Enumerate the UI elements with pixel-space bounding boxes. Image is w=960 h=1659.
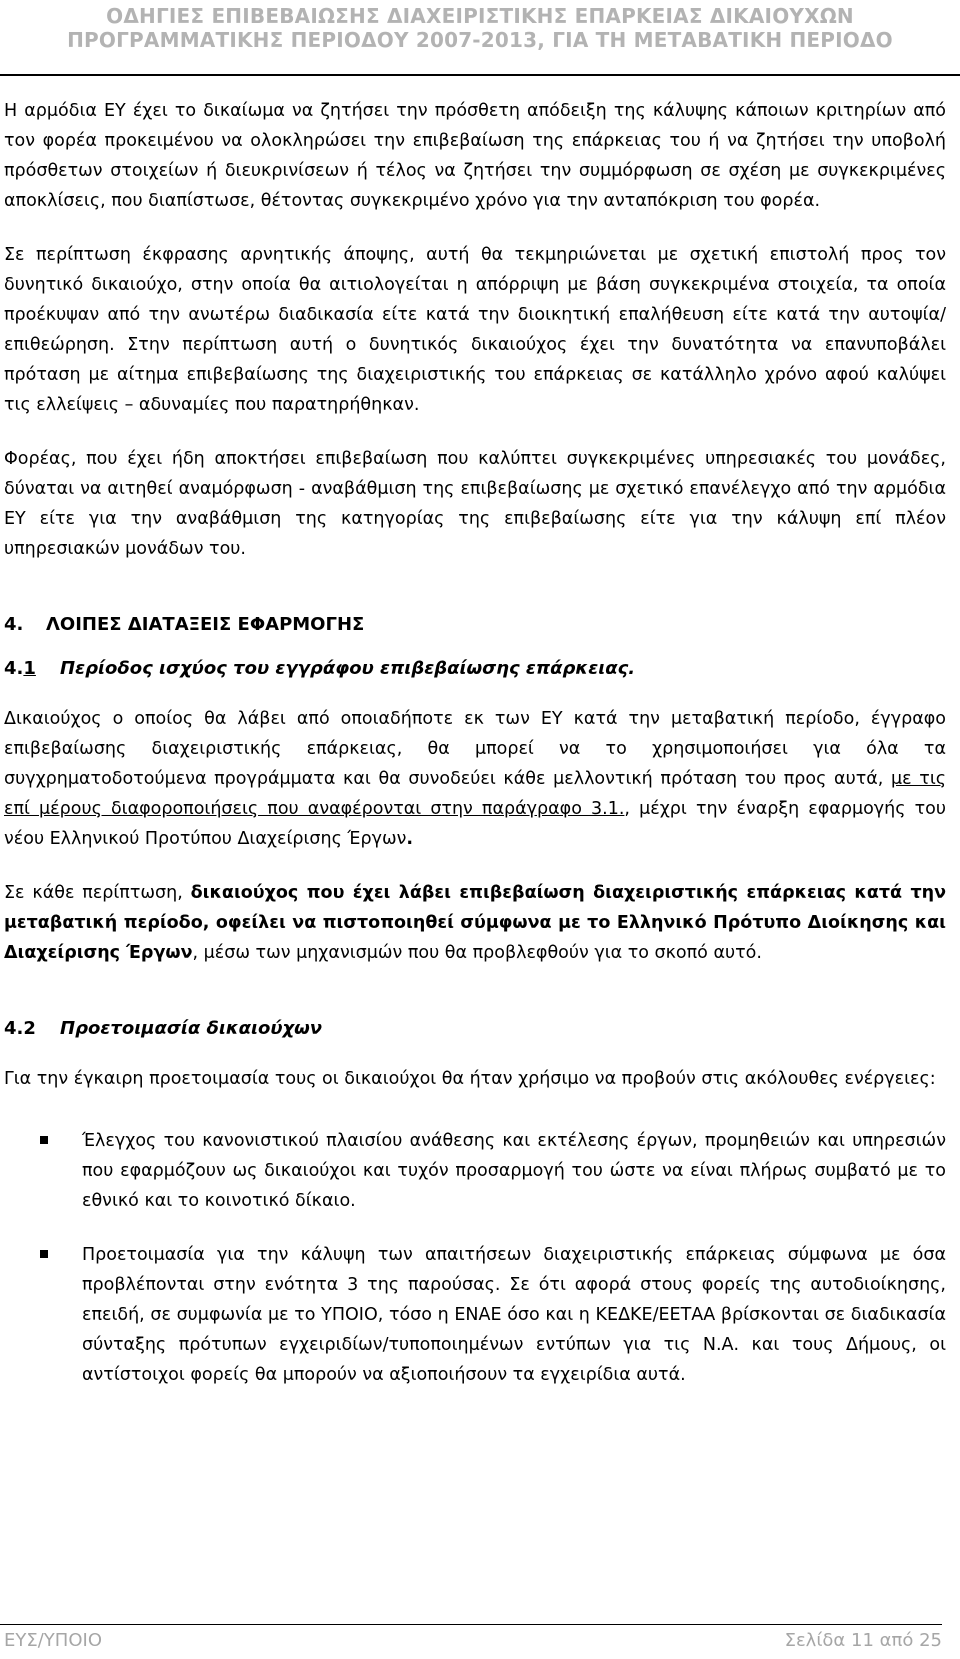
square-bullet-icon	[40, 1136, 48, 1144]
section-4-heading	[4, 610, 946, 640]
header-divider	[0, 74, 960, 76]
paragraph-upgrade-request: Φορέας, που έχει ήδη αποκτήσει επιβεβαίωση που καλύπτει συγκεκριμένες υπηρεσιακές του μονάδες, δύναται να αιτηθεί αναμόρφωση - αναβάθμιση της επιβεβαίωσης με σχετικό επανέλεγχο από την αρμόδια ΕΥ είτε για την αναβάθμιση της κατηγορίας της επιβεβαίωσης είτε για την κάλυψη επί πλέον υπηρεσιακών μονάδων του.	[4, 449, 946, 559]
paragraph-preparation-intro: Για την έγκαιρη προετοιμασία τους οι δικαιούχοι θα ήταν χρήσιμο να προβούν στις ακόλουθες ενέργειες:	[4, 1069, 936, 1089]
section-4-2-title: Προετοιμασία δικαιούχων	[60, 1018, 323, 1039]
footer-page-number: Σελίδα 11 από 25	[784, 1630, 942, 1651]
paragraph-certification-obligation: Σε κάθε περίπτωση, δικαιούχος που έχει λάβει επιβεβαίωση διαχειριστικής επάρκειας κατά την μεταβατική περίοδο, οφείλει να πιστοποιηθεί σύμφωνα με το Ελληνικό Πρότυπο Διοίκησης και Διαχείρισης Έργων, μέσω των μηχανισμών που θα προβλεφθούν για το σκοπό αυτό.	[4, 883, 946, 963]
footer-divider	[0, 1624, 942, 1625]
square-bullet-icon	[40, 1250, 48, 1258]
paragraph-additional-proof: Η αρμόδια ΕΥ έχει το δικαίωμα να ζητήσει την πρόσθετη απόδειξη της κάλυψης κάποιων κριτηρίων από τον φορέα προκειμένου να ολοκληρώσει την επιβεβαίωση της επάρκειας του ή να ζητήσει την υποβολή πρόσθετων στοιχείων ή διευκρινίσεων ή τέλος να ζητήσει την συμμόρφωση σε σχέση με συγκεκριμένες αποκλίσεις, που διαπίστωσε, θέτοντας συγκεκριμένο χρόνο για την ανταπόκριση του φορέα.	[4, 101, 946, 211]
paragraph-validity-period: Δικαιούχος ο οποίος θα λάβει από οποιαδήποτε εκ των ΕΥ κατά την μεταβατική περίοδο, έγγραφο επιβεβαίωσης διαχειριστικής επάρκειας, θα μπορεί να το χρησιμοποιήσει για όλα τα συγχρηματοδοτούμενα προγράμματα και θα συνοδεύει κάθε μελλοντική πρόταση του προς αυτά, με τις επί μέρους διαφοροποιήσεις που αναφέρονται στην παράγραφο 3.1., μέχρι την έναρξη εφαρμογής του νέου Ελληνικού Προτύπου Διαχείρισης Έργων.	[4, 709, 947, 849]
section-4-title: ΛΟΙΠΕΣ ΔΙΑΤΑΞΕΙΣ ΕΦΑΡΜΟΓΗΣ	[46, 614, 365, 635]
list-item: Προετοιμασία για την κάλυψη των απαιτήσεων διαχειριστικής επάρκειας σύμφωνα με όσα προβλέπονται στην ενότητα 3 της παρούσας. Σε ότι αφορά στους φορείς της αυτοδιοίκησης, επειδή, σε συμφωνία με το ΥΠΟΙΟ, τόσο η ΕΝΑΕ όσο και η ΚΕΔΚΕ/ΕΕΤΑΑ βρίσκονται σε διαδικασία σύνταξης πρότυπων εγχειριδίων/τυποποιημένων εντύπων για τις Ν.Α. και τους Δήμους, οι αντίστοιχοι φορείς θα μπορούν να αξιοποιήσουν τα εγχειρίδια αυτά.	[4, 1240, 946, 1390]
document-body	[4, 96, 946, 1390]
footer-organization: ΕΥΣ/ΥΠΟΙΟ	[4, 1630, 102, 1651]
section-4-2-number: 4.2	[4, 1018, 36, 1039]
bold-obligation-text: δικαιούχος που έχει λάβει επιβεβαίωση διαχειριστικής επάρκειας κατά την μεταβατική περίοδο, οφείλει να πιστοποιηθεί σύμφωνα με το Ελληνικό Πρότυπο Διοίκησης και Διαχείρισης Έργων	[4, 883, 946, 963]
header-line-1: ΟΔΗΓΙΕΣ ΕΠΙΒΕΒΑΙΩΣΗΣ ΔΙΑΧΕΙΡΙΣΤΙΚΗΣ ΕΠΑΡΚΕΙΑΣ ΔΙΚΑΙΟΥΧΩΝ	[106, 4, 854, 28]
preparation-actions-list	[4, 1126, 946, 1390]
underlined-reference: με τις επί μέρους διαφοροποιήσεις που αναφέρονται στην παράγραφο 3.1.	[4, 769, 947, 819]
paragraph-negative-opinion: Σε περίπτωση έκφρασης αρνητικής άποψης, αυτή θα τεκμηριώνεται με σχετική επιστολή προς τον δυνητικό δικαιούχο, στην οποία θα αιτιολογείται η απόρριψη με βάση συγκεκριμένα στοιχεία, τα οποία προέκυψαν από την ανωτέρω διαδικασία είτε κατά την διοικητική επαλήθευση είτε κατά την αυτοψία/ επιθεώρηση. Στην περίπτωση αυτή ο δυνητικός δικαιούχος έχει την δυνατότητα να επανυποβάλει πρόταση με αίτημα επιβεβαίωσης της διαχειριστικής του επάρκειας σε κατάλληλο χρόνο αφού καλύψει τις ελλείψεις – αδυναμίες που παρατηρήθηκαν.	[4, 245, 946, 415]
list-item: Έλεγχος του κανονιστικού πλαισίου ανάθεσης και εκτέλεσης έργων, προμηθειών και υπηρεσιών που εφαρμόζουν ως δικαιούχοι και τυχόν προσαρμογή του ώστε να είναι πλήρως συμβατό με το εθνικό και το κοινοτικό δίκαιο.	[4, 1126, 946, 1216]
section-4-number: 4.	[4, 614, 24, 635]
section-4-1-title: Περίοδος ισχύος του εγγράφου επιβεβαίωσης επάρκειας.	[60, 658, 636, 679]
page-header	[0, 0, 960, 52]
header-line-2: ΠΡΟΓΡΑΜΜΑΤΙΚΗΣ ΠΕΡΙΟΔΟΥ 2007-2013, ΓΙΑ ΤΗ ΜΕΤΑΒΑΤΙΚΗ ΠΕΡΙΟΔΟ	[67, 28, 893, 52]
section-4-1-heading	[4, 654, 946, 684]
section-4-2-heading	[4, 1014, 946, 1044]
section-4-1-number: 4.1	[4, 658, 36, 679]
